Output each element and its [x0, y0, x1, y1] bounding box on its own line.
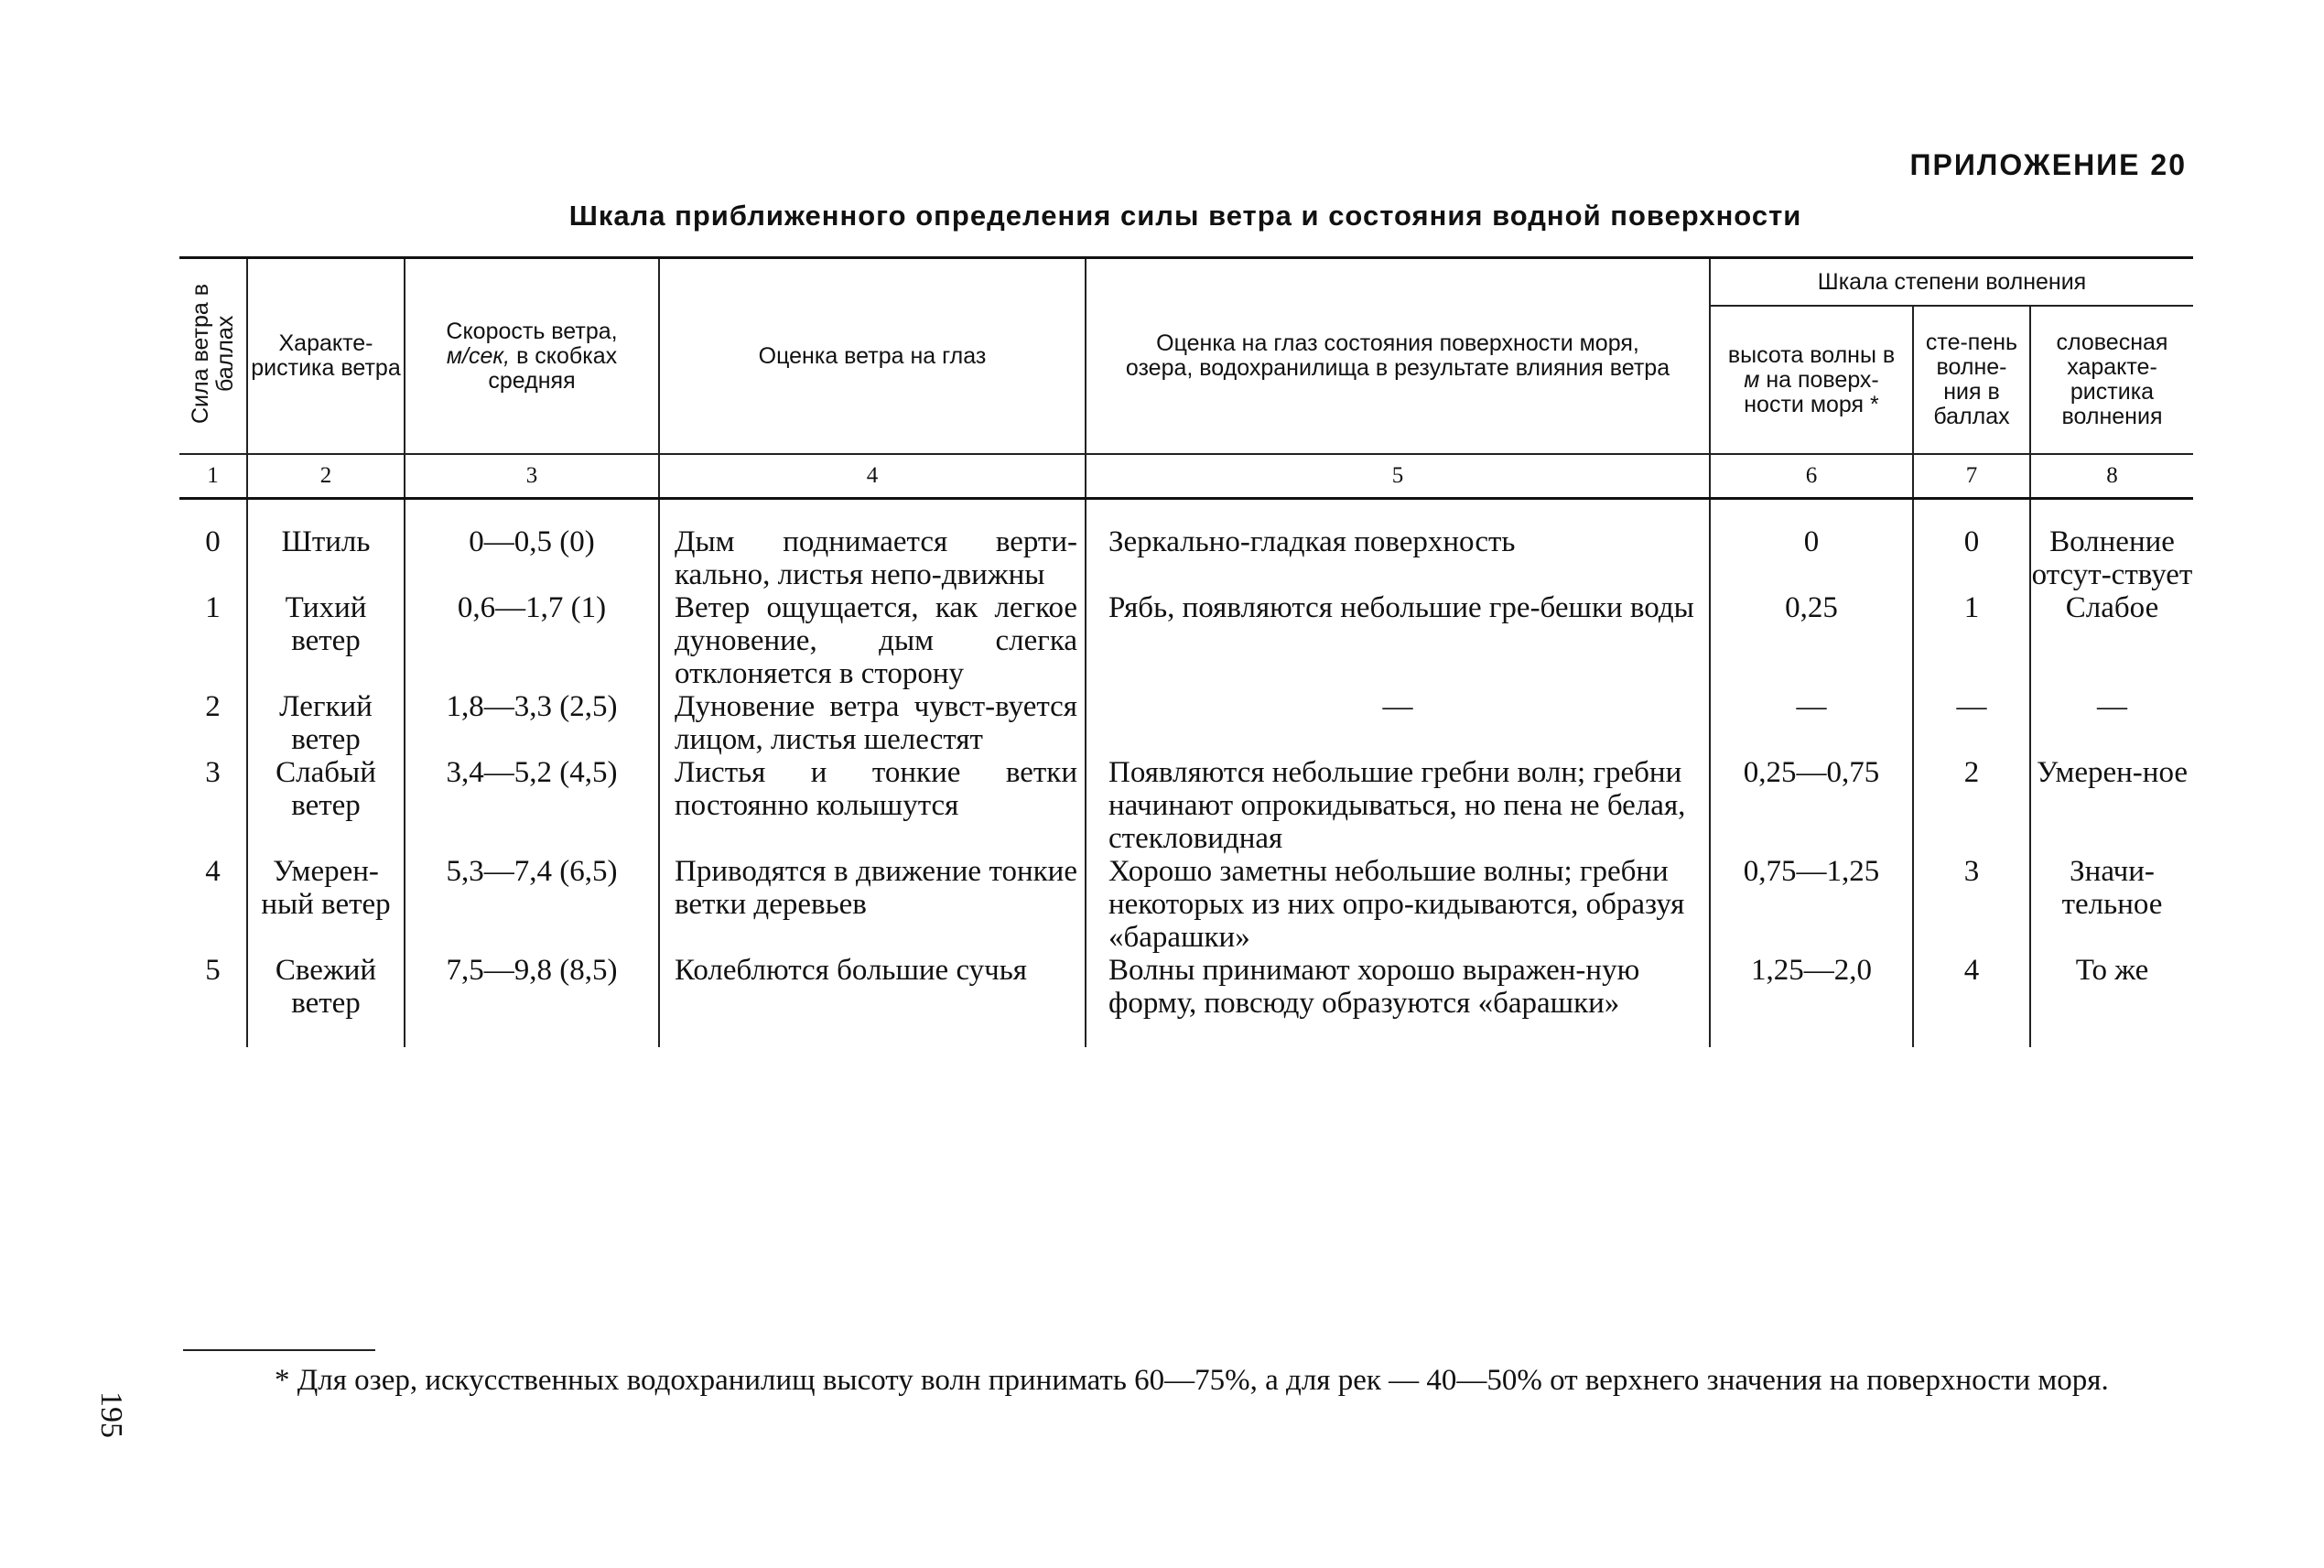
- wave-description: То же: [2030, 954, 2193, 1020]
- wave-degree: 0: [1913, 525, 2030, 591]
- wind-speed: 1,8—3,3 (2,5): [405, 690, 659, 756]
- wind-name: Слабый ветер: [247, 756, 405, 855]
- wave-description: Умерен-ное: [2030, 756, 2193, 855]
- page-number: 195: [94, 1391, 128, 1438]
- wave-height: 0,25—0,75: [1710, 756, 1913, 855]
- surface-eye-estimate: Хорошо заметны небольшие волны; гребни некоторых из них опро-кидываются, образуя «барашки»: [1086, 855, 1710, 954]
- column-number: 8: [2030, 454, 2193, 499]
- wave-height: 0,75—1,25: [1710, 855, 1913, 954]
- header-surface-eye: Оценка на глаз состояния поверхности моря, озера, водохранилища в результате влияния ветра: [1086, 258, 1710, 455]
- header-wind-speed: Скорость ветра, м/сек, в скобках средняя: [405, 258, 659, 455]
- surface-eye-estimate: Зеркально-гладкая поверхность: [1086, 525, 1710, 591]
- wave-degree: 4: [1913, 954, 2030, 1020]
- wind-speed: 0—0,5 (0): [405, 525, 659, 591]
- wave-degree: 3: [1913, 855, 2030, 954]
- wave-description: Волнение отсут-ствует: [2031, 525, 2193, 591]
- wave-height: 0: [1710, 525, 1913, 591]
- column-number: 7: [1913, 454, 2030, 499]
- surface-eye-estimate: Рябь, появляются небольшие гре-бешки воды: [1086, 591, 1710, 690]
- wind-name: Штиль: [247, 525, 405, 591]
- wave-description: —: [2030, 690, 2193, 756]
- header-wind-characteristic: Характе-ристика ветра: [247, 258, 405, 455]
- wind-scale-table: [179, 256, 2193, 1047]
- header-wave-description: словесная характе-ристика волнения: [2030, 306, 2193, 454]
- appendix-label: ПРИЛОЖЕНИЕ 20: [1909, 148, 2187, 181]
- wave-height: 0,25: [1710, 591, 1913, 690]
- force-value: 0: [205, 525, 221, 558]
- wind-name: Умерен-ный ветер: [247, 855, 405, 954]
- wind-eye-estimate: Дуновение ветра чувст-вуется лицом, листья шелестят: [659, 690, 1086, 756]
- table-row: [179, 591, 2193, 690]
- table-row: [179, 525, 2193, 591]
- table-row: [179, 756, 2193, 855]
- header-wave-degree: сте-пень волне-ния в баллах: [1913, 306, 2030, 454]
- surface-eye-estimate: Волны принимают хорошо выражен-ную форму, повсюду образуются «барашки»: [1086, 954, 1710, 1020]
- wave-description: Слабое: [2030, 591, 2193, 690]
- wave-degree: 1: [1913, 591, 2030, 690]
- header-wind-eye: Оценка ветра на глаз: [659, 258, 1086, 455]
- force-value: 2: [205, 690, 221, 723]
- footnote: * Для озер, искусственных водохранилищ высоту волн принимать 60—75%, а для рек — 40—50% от верхнего значения на поверхности моря.: [275, 1364, 2109, 1397]
- wind-speed: 7,5—9,8 (8,5): [405, 954, 659, 1020]
- wind-eye-estimate: Колеблются большие сучья: [659, 954, 1086, 1020]
- column-number: 2: [247, 454, 405, 499]
- header-wave-height: высота волны в м на поверх-ности моря *: [1710, 306, 1913, 454]
- wind-name: Тихий ветер: [247, 591, 405, 690]
- table-row: [179, 954, 2193, 1020]
- wind-speed: 5,3—7,4 (6,5): [405, 855, 659, 954]
- force-value: 1: [205, 591, 221, 624]
- column-number: 1: [179, 454, 247, 499]
- table-row: [179, 690, 2193, 756]
- wind-name: Свежий ветер: [247, 954, 405, 1020]
- wind-speed: 0,6—1,7 (1): [405, 591, 659, 690]
- wind-name: Легкий ветер: [247, 690, 405, 756]
- wave-degree: —: [1913, 690, 2030, 756]
- header-force: Сила ветра в баллах: [179, 258, 247, 455]
- column-number-row: [179, 454, 2193, 499]
- force-value: 4: [205, 855, 221, 888]
- wave-height: —: [1710, 690, 1913, 756]
- wave-degree: 2: [1913, 756, 2030, 855]
- column-number: 5: [1086, 454, 1710, 499]
- force-value: 3: [205, 756, 221, 789]
- footnote-rule: [183, 1349, 375, 1351]
- column-number: 3: [405, 454, 659, 499]
- header-wave-scale-group: Шкала степени волнения: [1710, 258, 2193, 307]
- wind-eye-estimate: Ветер ощущается, как легкое дуновение, дым слегка отклоняется в сторону: [659, 591, 1086, 690]
- force-value: 5: [205, 954, 221, 987]
- wave-description: Значи-тельное: [2030, 855, 2193, 954]
- table-row: [179, 855, 2193, 954]
- surface-eye-estimate: —: [1086, 690, 1710, 756]
- column-number: 4: [659, 454, 1086, 499]
- wind-speed: 3,4—5,2 (4,5): [405, 756, 659, 855]
- wind-eye-estimate: Листья и тонкие ветки постоянно колышутся: [659, 756, 1086, 855]
- surface-eye-estimate: Появляются небольшие гребни волн; гребни начинают опрокидываться, но пена не белая, стекловидная: [1086, 756, 1710, 855]
- wind-eye-estimate: Приводятся в движение тонкие ветки деревьев: [659, 855, 1086, 954]
- page-title: Шкала приближенного определения силы ветра и состояния водной поверхности: [568, 200, 1802, 232]
- wind-eye-estimate: Дым поднимается верти-кально, листья непо-движны: [659, 525, 1086, 591]
- wave-height: 1,25—2,0: [1710, 954, 1913, 1020]
- column-number: 6: [1710, 454, 1913, 499]
